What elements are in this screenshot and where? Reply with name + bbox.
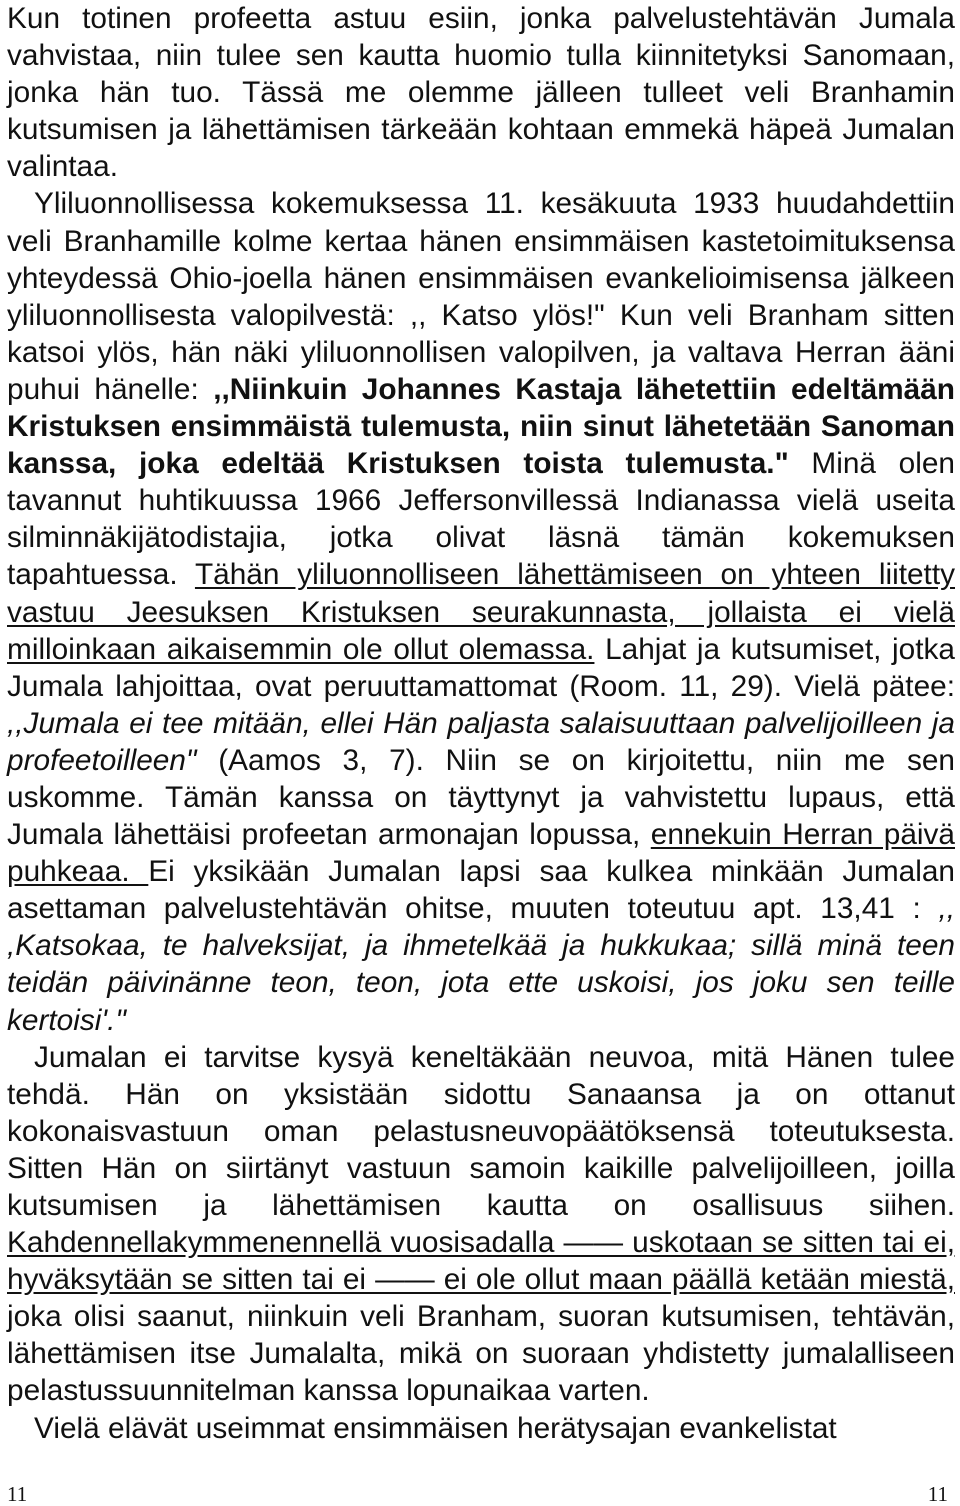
italic-quote: ,, ,Katsokaa, te halveksijat, ja ihmetelkää ja hukkukaa; sillä minä teen teidän päivinänne teon, teon, jota ette uskoisi, jos joku sen teille kertoisi'." bbox=[7, 892, 955, 1037]
paragraph-profeetta bbox=[7, 0, 955, 185]
body-text bbox=[7, 0, 955, 1447]
paragraph-jumalan-neuvo bbox=[7, 1039, 955, 1410]
text-run: Vielä elävät useimmat ensimmäisen herätysajan evankelistat bbox=[34, 1411, 837, 1445]
text-run: Ei yksikään Jumalan lapsi saa kulkea minkään Jumalan asettaman palvelustehtävän ohitse, muuten toteutuu apt. 13,41 : bbox=[7, 855, 955, 926]
page-number-right: 11 bbox=[927, 1482, 948, 1506]
text-run: Yliluonnollisessa kokemuksessa 11. kesäkuuta 1933 huudahdettiin veli Branhamille kolme kertaa hänen ensimmäisen kastetoimituksensa yhteydessä Ohio-joella hänen ensimmäisen evankelioimisensa jälkeen yliluonnollisesta valopilvestä: ,, Katso ylös!" Kun veli Branham sitten katsoi ylös, hän näki yliluonnollisen valopilven, ja valtava Herran ääni puhui hänelle: bbox=[7, 187, 955, 406]
paragraph-evankelistat bbox=[7, 1410, 955, 1447]
text-run: joka olisi saanut, niinkuin veli Branham, suoran kutsumisen, tehtävän, lähettämisen itse Jumalalta, mikä on suoraan yhdistetty jumalalliseen pelastussuunnitelman kanssa lopunaikaa varten. bbox=[7, 1300, 955, 1408]
page-number-left: 11 bbox=[7, 1482, 28, 1506]
document-page bbox=[7, 0, 955, 1447]
underlined-text: Kahdennellakymmenennellä vuosisadalla —— uskotaan se sitten tai ei, hyväksytään se sitten tai ei —— ei ole ollut maan päällä ketään miestä, bbox=[7, 1226, 955, 1297]
bold-quote: ,,Niinkuin Johannes Kastaja lähetettiin edeltämään Kristuksen ensimmäistä tulemusta, niin sinut lähetetään Sanoman kanssa, joka edeltää Kristuksen toista tulemusta." bbox=[7, 372, 955, 481]
underlined-text: Tähän yliluonnolliseen lähettämiseen on yhteen liitetty vastuu Jeesuksen Kristuksen seurakunnasta, jollaista ei vielä milloinkaan aikaisemmin ole ollut olemassa. bbox=[7, 558, 955, 666]
text-run: Jumalan ei tarvitse kysyä keneltäkään neuvoa, mitä Hänen tulee tehdä. Hän on yksistään sidottu Sanaansa ja on ottanut kokonaisvastuun oman pelastusneuvopäätöksensä toteutuksesta. Sitten Hän on siirtänyt vastuun samoin kaikille palvelijoilleen, joilla kutsumisen ja lähettämisen kautta on osallisuus siihen. bbox=[7, 1040, 955, 1222]
italic-quote: ,,Jumala ei tee mitään, ellei Hän paljasta salaisuuttaan palvelijoilleen ja profeetoilleen" bbox=[7, 706, 955, 777]
text-run: Lahjat ja kutsumiset, jotka Jumala lahjoittaa, ovat peruuttamattomat (Room. 11, 29). Vielä pätee: bbox=[7, 632, 956, 703]
paragraph-yliluonnollinen-kokemus bbox=[7, 185, 955, 1038]
underlined-text: ennekuin Herran päivä puhkeaa. bbox=[7, 818, 955, 889]
text-run: (Aamos 3, 7). Niin se on kirjoitettu, niin me sen uskomme. Tämän kanssa on täyttynyt ja vahvistettu lupaus, että Jumala lähettäisi profeetan armonajan lopussa, bbox=[7, 743, 955, 852]
text-run: Kun totinen profeetta astuu esiin, jonka palvelustehtävän Jumala vahvistaa, niin tulee sen kautta huomio tulla kiinnitetyksi Sanomaan, jonka hän tuo. Tässä me olemme jälleen tulleet veli Branhamin kutsumisen ja lähettämisen tärkeään kohtaan emmekä häpeä Jumalan valintaa. bbox=[7, 2, 955, 184]
text-run: Minä olen tavannut huhtikuussa 1966 Jeffersonvillessä Indianassa vielä useita silminnäkijätodistajia, jotka olivat läsnä tämän kokemuksen tapahtuessa. bbox=[7, 447, 955, 592]
